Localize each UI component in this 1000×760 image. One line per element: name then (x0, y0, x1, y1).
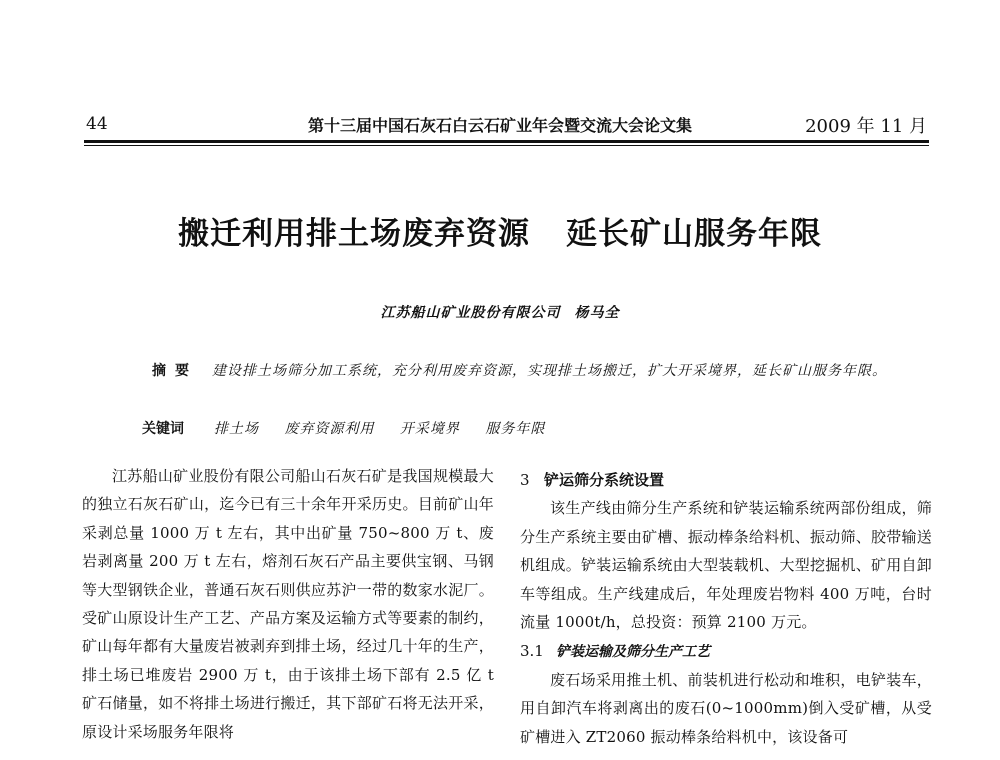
section-heading (520, 466, 932, 494)
running-header (86, 112, 927, 142)
title-part-2: 延长矿山服务年限 (566, 216, 822, 252)
keyword: 开采境界 (399, 421, 460, 437)
header-rule (84, 140, 929, 143)
section-paragraph: 该生产线由筛分生产系统和铲装运输系统两部份组成，筛分生产系统主要由矿槽、振动棒条给料机、振动筛、胶带输送机组成。铲装运输系统由大型装载机、大型挖掘机、矿用自卸车等组成。生产线建成后，年处理废岩物料 400 万吨，台时流量 1000t/h，总投资：预算 2100 万元。 (520, 499, 932, 631)
keyword: 排土场 (214, 421, 259, 437)
header-rule-thin (84, 145, 929, 146)
subsection-heading (520, 637, 932, 666)
keywords-label: 关键词 (142, 421, 184, 437)
keyword: 废弃资源利用 (284, 421, 375, 437)
body-right-column (520, 466, 932, 751)
byline (0, 302, 1000, 322)
keywords-list (214, 418, 565, 438)
intro-paragraph: 江苏船山矿业股份有限公司船山石灰石矿是我国规模最大的独立石灰石矿山，迄今已有三十余年开采历史。目前矿山年采剥总量 1000 万 t 左右，其中出矿量 750~800 万 t、废岩剥离量 200 万 t 左右，熔剂石灰石产品主要供宝钢、马钢等大型钢铁企业，普通石灰石则供应苏沪一带的数家水泥厂。受矿山原设计生产工艺、产品方案及运输方式等要素的制约，矿山每年都有大量废岩被剥弃到排土场，经过几十年的生产，排土场已堆废岩 2900 万 t，由于该排土场下部有 2.5 亿 t 矿石储量，如不将排土场进行搬迁，其下部矿石将无法开采，原设计采场服务年限将 (82, 467, 494, 741)
issue-date: 2009 年 11 月 (805, 116, 927, 137)
abstract-label: 摘要 (152, 363, 198, 379)
paper-title (0, 208, 1000, 253)
affiliation: 江苏船山矿业股份有限公司 (380, 305, 561, 321)
section-number: 3 (520, 471, 530, 489)
author: 杨马全 (574, 305, 620, 321)
title-part-1: 搬迁利用排土场废弃资源 (178, 216, 530, 252)
abstract-text: 建设排土场筛分加工系统，充分利用废弃资源，实现排土场搬迁，扩大开采境界，延长矿山服务年限。 (212, 363, 887, 379)
section-title: 铲运筛分系统设置 (544, 471, 665, 489)
journal-title: 第十三届中国石灰石白云石矿业年会暨交流大会论文集 (308, 116, 693, 135)
subsection-number: 3.1 (520, 641, 544, 660)
body-left-column (82, 462, 494, 746)
keyword: 服务年限 (485, 421, 546, 437)
page-number: 44 (86, 114, 108, 134)
subsection-paragraph: 废石场采用推土机、前装机进行松动和堆积，电铲装车，用自卸汽车将剥离出的废石(0~1000mm)倒入受矿槽，从受矿槽进入 ZT2060 振动棒条给料机中，该设备可 (520, 670, 932, 746)
subsection-title: 铲装运输及筛分生产工艺 (556, 643, 710, 660)
